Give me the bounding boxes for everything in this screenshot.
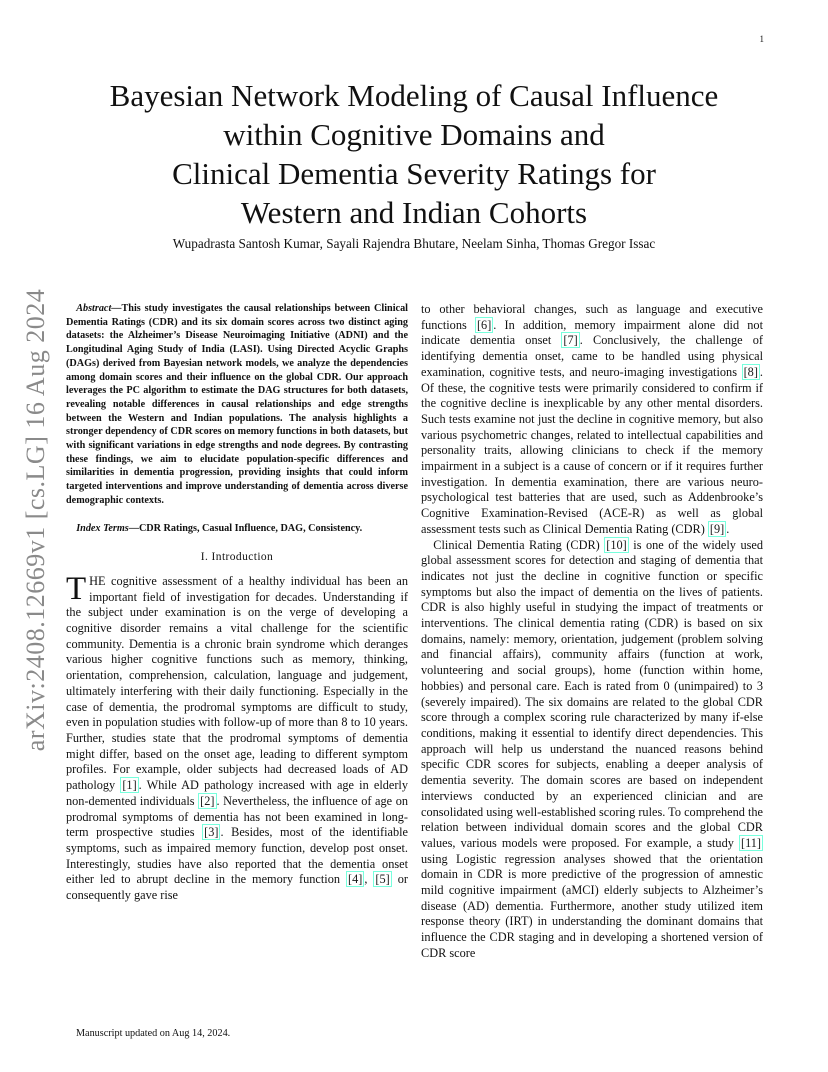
paragraph-text: . — [726, 521, 730, 536]
title-line: within Cognitive Domains and — [223, 117, 605, 152]
abstract — [66, 302, 408, 508]
right-column — [421, 302, 763, 962]
paragraph-text: . While AD pathology increased with age in elderly non-demented individuals — [66, 778, 408, 808]
author-list: Wupadrasta Santosh Kumar, Sayali Rajendra Bhutare, Neelam Sinha, Thomas Gregor Issac — [172, 236, 656, 251]
citation-link[interactable]: [6] — [476, 317, 492, 332]
body-paragraph — [421, 538, 763, 962]
citation-link[interactable]: [11] — [740, 835, 761, 850]
paragraph-text: or consequently gave rise — [66, 872, 409, 903]
citation-link[interactable]: [1] — [122, 778, 137, 793]
citation-link[interactable]: [7] — [563, 333, 578, 348]
intro-paragraph — [66, 570, 409, 904]
citation-link[interactable]: [3] — [204, 825, 219, 840]
paragraph-text: is one of the widely used global assessment scores for detection and staging of dementia that indicates not just the decline in cognitive function or specific symptoms but also the impact of dementia on the lives of patients. CDR is also highly useful in studying the impact of treatments or interventions. The clinical dementia rating (CDR) is based on six domains, namely: memory, orientation, judgement (problem solving and financial affairs), community affairs (function at work, volunteering and social groups), home (function within home, hobbies) and personal care. Each is rated from 0 (unimpaired) to 3 (severely impaired). The six domains are related to the global CDR score through a complex scoring rule characterized by many if-else conditions, making it essential to identify direct dependencies. This approach will help us understand the nuanced reasons behind specific CDR scores for subjects, enabling a deeper analysis of dementia severity. The domain scores are based on independent interviews conducted by an experienced clinician and are consolidated using well-established scoring rules. To comprehend the relation between individual domain scores and the global CDR values, various models were proposed. For example, a study — [421, 537, 763, 850]
paragraph-text: using Logistic regression analyses showed that the orientation domain in CDR is more predictive of the progression of amnestic mild cognitive impairment (aMCI) elderly subjects to Alzheimer’s disease (AD) dementia. Furthermore, another study utilized item response theory (IRT) in understanding the dominant domains that influence the CDR staging and in developing a shortened version of CDR score — [421, 851, 763, 960]
title-line: Western and Indian Cohorts — [240, 195, 588, 230]
index-terms-label: Index Terms — [76, 522, 129, 534]
body-paragraph — [421, 302, 763, 538]
drop-cap: T — [66, 570, 87, 607]
paragraph-text: Clinical Dementia Rating (CDR) — [433, 537, 605, 552]
abstract-label: Abstract — [76, 303, 112, 314]
paragraph-text: . Conclusively, the challenge of identifying dementia onset, came to be handled using physical examination, cognitive tests, and neuro-imaging investigations — [421, 333, 764, 379]
left-column — [66, 302, 408, 904]
citation-link[interactable]: [8] — [743, 364, 758, 379]
index-terms — [66, 522, 408, 536]
paragraph-text: . Besides, most of the identifiable symptoms, such as impaired memory function, develop post onset. Interestingly, studies have also reported that the dementia onset either led to abrupt decline in the memory function — [66, 825, 408, 887]
abstract-text: —This study investigates the causal relationships between Clinical Dementia Ratings (CDR) and its six domain scores across two distinct aging datasets: the Alzheimer’s Disease Neuroimaging Initiative (ADNI) and the Longitudinal Aging Study of India (LASI). Using Directed Acyclic Graphs (DAGs) derived from Bayesian network models, we analyze the dependencies among domain scores and their influence on the global CDR. Our approach leverages the PC algorithm to estimate the DAG structures for both datasets, revealing notable differences in causal relationships and edge strengths between the Western and Indian populations. The analysis highlights a stronger dependency of CDR scores on memory functions in both datasets, but with significant variations in edge strengths and node degrees. By contrasting these findings, we aim to elucidate population-specific differences and similarities in dementia progression, providing insights that could inform targeted interventions and improve understanding of dementia across diverse demographic contexts. — [66, 303, 408, 506]
arxiv-side-stamp: arXiv:2408.12669v1 [cs.LG] 16 Aug 2024 — [21, 288, 50, 752]
title-line: Bayesian Network Modeling of Causal Influence — [109, 78, 719, 113]
paper-title — [60, 76, 768, 232]
paragraph-text: . Of these, the cognitive tests were primarily considered to confirm if the cognitive decline is inexplicable by any other mental disorders. Such tests examine not just the decline in cognitive memory, but also various psychometric changes, related to intellectual capabilities and personality traits, allowing clinicians to check if the memory impairment in a subject is a cause of concern or if it requires further investigation. In dementia examination, there are various neuro-psychological test batteries that are used, such as Addenbrooke’s Cognitive Examination-Revised (ACE-R) as well as global assessment tests such as Clinical Dementia Rating (CDR) — [421, 364, 763, 536]
paragraph-text: HE cognitive assessment of a healthy individual has been an important field of investigation for decades. Understanding if the subject under examination is on the verge of developing a cognitive disorder remains a vital challenge for the scientific community. Dementia is a chronic brain syndrome which deranges various higher cognitive functions such as memory, thinking, orientation, comprehension, calculation, language and judgement, ultimately interfering with their daily functioning. Especially in the case of dementia, the prodromal symptoms are difficult to study, even in population studies with follow-up of more than 8 to 10 years. Further, studies state that the prodromal symptoms of dementia might differ, based on the onset age, leading to different symptom profiles. For example, older subjects had decreased loads of AD pathology — [66, 573, 408, 793]
citation-link[interactable]: [9] — [709, 521, 725, 536]
page-number: 1 — [759, 34, 764, 44]
paragraph-text: . Nevertheless, the influence of age on prodromal symptoms of dementia has not been examined in long-term prospective studies — [66, 793, 408, 840]
citation-link[interactable]: [5] — [375, 872, 390, 887]
paragraph-text: , — [364, 872, 374, 887]
paragraph-text: to other behavioral changes, such as language and executive functions — [421, 302, 763, 332]
manuscript-footnote: Manuscript updated on Aug 14, 2024. — [76, 1028, 231, 1039]
index-terms-text: —CDR Ratings, Casual Influence, DAG, Consistency. — [128, 522, 363, 534]
paragraph-text: . In addition, memory impairment alone did not indicate dementia onset — [421, 317, 763, 348]
title-line: Clinical Dementia Severity Ratings for — [172, 156, 656, 191]
citation-link[interactable]: [4] — [348, 872, 363, 887]
section-heading-introduction: I. Introduction — [200, 551, 274, 564]
citation-link[interactable]: [2] — [200, 793, 215, 808]
citation-link[interactable]: [10] — [606, 537, 627, 552]
